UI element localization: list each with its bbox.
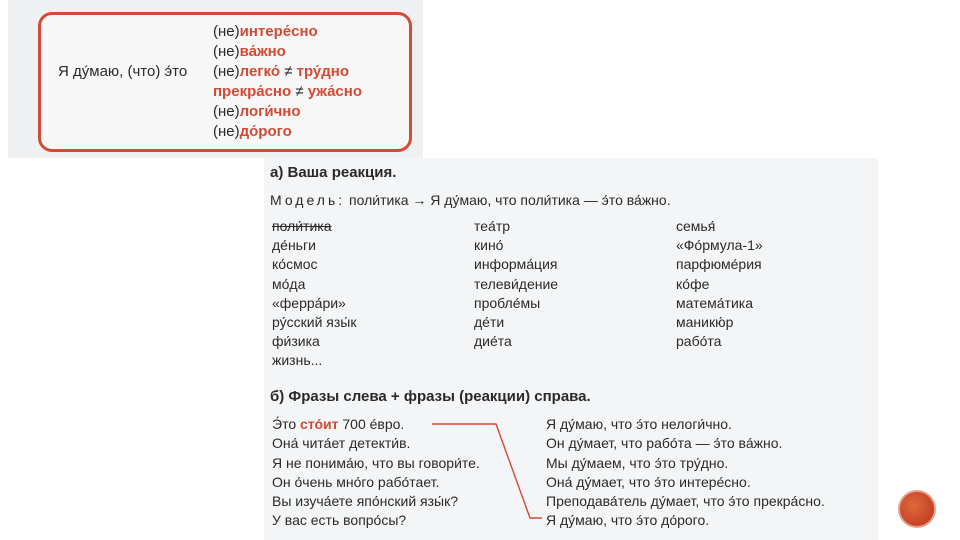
- word-item: маникю́р: [676, 314, 734, 331]
- box-option: (не)легко́ ≠ тру́дно: [213, 63, 350, 80]
- right-phrase: Она́ ду́мает, что э́то интере́сно.: [546, 473, 751, 490]
- next-slide-button[interactable]: [898, 490, 936, 528]
- model-text: поли́тика → Я ду́маю, что поли́тика — э́то ва́жно.: [349, 192, 671, 208]
- word-item: матема́тика: [676, 294, 754, 311]
- box-option: (не)ва́жно: [213, 43, 286, 60]
- box-option: (не)до́рого: [213, 123, 292, 140]
- right-phrase: Мы ду́маем, что э́то тру́дно.: [546, 454, 729, 471]
- word-item: мо́да: [272, 275, 306, 292]
- left-phrase: Э́то сто́ит 700 е́вро.: [272, 416, 405, 432]
- box-option: (не)интере́сно: [213, 23, 318, 40]
- word-item: ко́фе: [676, 275, 710, 292]
- right-phrase: Я ду́маю, что э́то до́рого.: [546, 512, 710, 529]
- word-item: теа́тр: [474, 218, 511, 234]
- section-b-heading: б) Фразы слева + фразы (реакции) справа.: [270, 388, 591, 405]
- word-item: пробле́мы: [474, 294, 541, 311]
- right-phrase: Он ду́мает, что рабо́та — э́то ва́жно.: [546, 435, 783, 452]
- word-item: ко́смос: [272, 256, 318, 273]
- word-item: дие́та: [474, 333, 512, 350]
- model-label: Модель:: [270, 192, 346, 208]
- word-item: поли́тика: [272, 218, 332, 234]
- box-option: (не)логи́чно: [213, 103, 301, 120]
- word-item: де́ньги: [272, 237, 316, 254]
- left-phrase: Она́ чита́ет детекти́в.: [272, 435, 411, 452]
- word-item: кино́: [474, 237, 504, 254]
- word-item: парфюме́рия: [676, 256, 762, 273]
- right-phrase: Я ду́маю, что э́то нелоги́чно.: [546, 416, 732, 432]
- left-phrase: У вас есть вопро́сы?: [272, 512, 407, 529]
- word-item: семья́: [676, 218, 716, 234]
- left-phrase: Вы изуча́ете япо́нский язы́к?: [272, 493, 459, 510]
- word-item: информа́ция: [474, 256, 558, 273]
- word-item: «Фо́рмула-1»: [676, 237, 763, 254]
- word-item: телеви́дение: [474, 275, 559, 292]
- word-item: рабо́та: [676, 333, 722, 350]
- left-phrase: Я не понима́ю, что вы говори́те.: [272, 454, 480, 471]
- word-item: де́ти: [474, 314, 505, 331]
- word-item: жизнь...: [272, 352, 323, 369]
- word-item: фи́зика: [272, 333, 320, 350]
- box-option: прекра́сно ≠ ужа́сно: [213, 83, 362, 100]
- right-phrase: Преподава́тель ду́мает, что э́то прекра́сно.: [546, 493, 825, 510]
- word-item: ру́сский язы́к: [272, 314, 357, 331]
- word-item: «ферра́ри»: [272, 294, 346, 311]
- box-lead-phrase: Я ду́маю, (что) э́то: [58, 63, 188, 80]
- section-a-heading: а) Ваша реакция.: [270, 164, 397, 181]
- left-phrase: Он о́чень мно́го рабо́тает.: [272, 473, 440, 490]
